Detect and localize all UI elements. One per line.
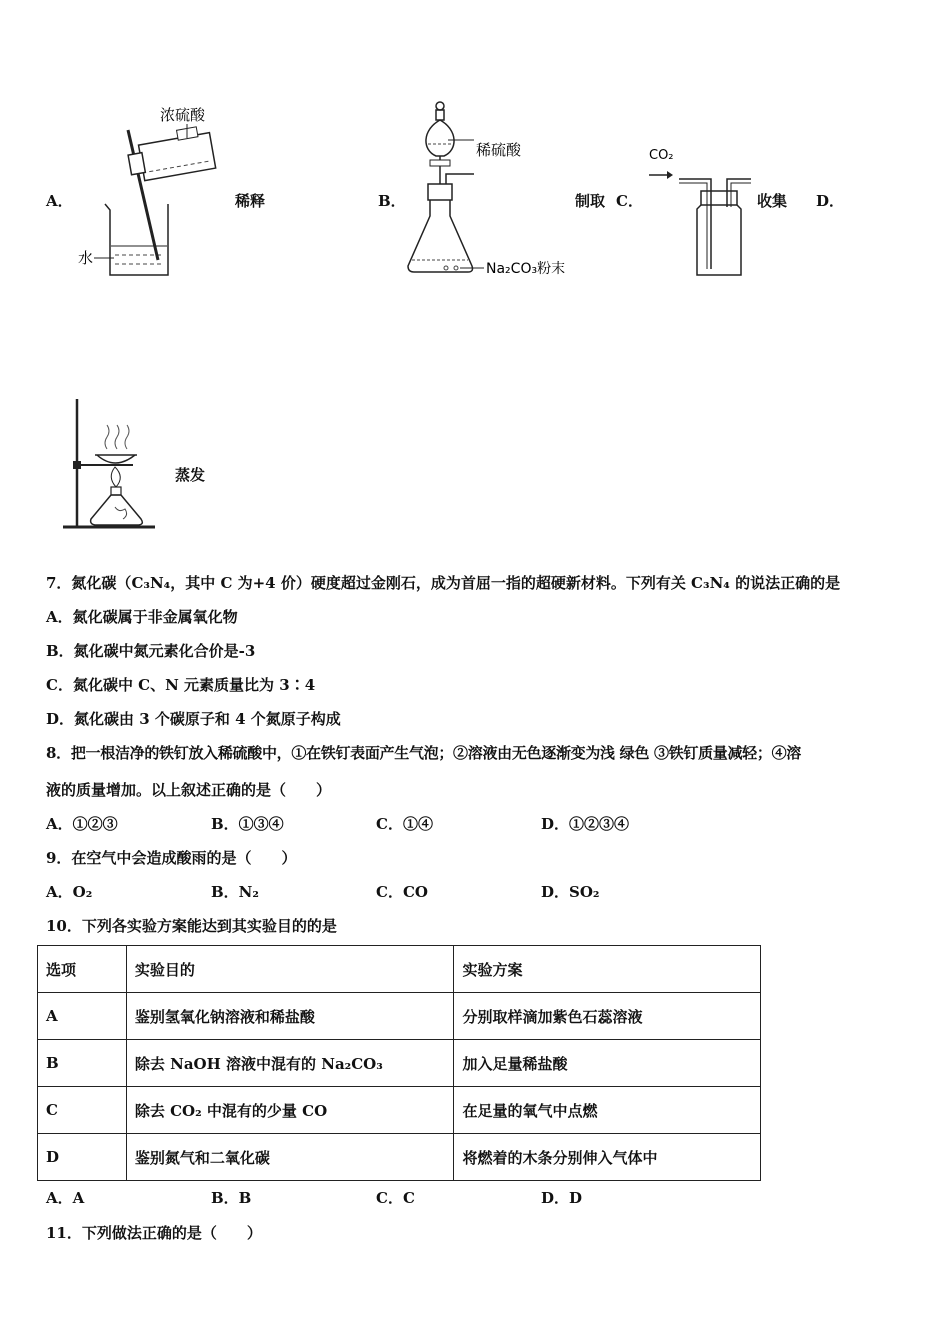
experiment-table	[37, 945, 761, 1181]
row-c-purpose: 除去 CO₂ 中混有的少量 CO	[126, 1087, 454, 1134]
question-10-option-a: A．A	[46, 1189, 85, 1207]
question-8-stem-line-2: 液的质量增加。以上叙述正确的是（ ）	[46, 781, 332, 799]
row-a-option: A	[38, 993, 127, 1040]
row-c-option: C	[38, 1087, 127, 1134]
row-d-purpose: 鉴别氮气和二氧化碳	[126, 1134, 454, 1181]
table-row	[38, 1087, 761, 1134]
question-9-option-c: C．CO	[376, 883, 428, 901]
question-8-option-d: D．①②③④	[541, 815, 630, 833]
figure-a-label: A．	[46, 192, 73, 210]
co2-label: CO₂	[649, 148, 674, 163]
figure-c-caption: 收集	[757, 192, 788, 210]
figure-b-caption: 制取	[575, 192, 606, 210]
figure-c-label: C．	[616, 192, 643, 210]
figure-b-label: B．	[378, 192, 406, 210]
header-option: 选项	[38, 946, 127, 993]
row-a-plan: 分别取样滴加紫色石蕊溶液	[454, 993, 761, 1040]
water-label: 水	[78, 249, 94, 267]
sodium-carbonate-label: Na₂CO₃粉末	[486, 261, 566, 277]
question-8-option-b: B．①③④	[211, 815, 284, 833]
question-7-option-a: A．氮化碳属于非金属氧化物	[46, 608, 238, 626]
table-row	[38, 993, 761, 1040]
row-d-plan: 将燃着的木条分别伸入气体中	[454, 1134, 761, 1181]
question-10-stem: 10．下列各实验方案能达到其实验目的的是	[46, 917, 337, 935]
question-8-option-c: C．①④	[376, 815, 433, 833]
question-9-option-a: A．O₂	[46, 883, 93, 901]
conc-sulfuric-acid-label: 浓硫酸	[160, 106, 206, 124]
question-8-option-a: A．①②③	[46, 815, 118, 833]
dilution-apparatus-figure	[70, 100, 230, 280]
question-9-stem: 9．在空气中会造成酸雨的是（ ）	[46, 849, 297, 867]
figure-d-caption: 蒸发	[175, 466, 206, 484]
row-c-plan: 在足量的氧气中点燃	[454, 1087, 761, 1134]
figure-a-caption: 稀释	[235, 192, 266, 210]
question-10-option-c: C．C	[376, 1189, 415, 1207]
figure-d-label: D．	[816, 192, 845, 210]
question-10-option-d: D．D	[541, 1189, 583, 1207]
evaporation-apparatus-figure	[55, 395, 170, 535]
question-8-stem-line-1: 8．把一根洁净的铁钉放入稀硫酸中，①在铁钉表面产生气泡；②溶液由无色逐渐变为浅 绿色 ③铁钉质量减轻；④溶	[46, 744, 801, 762]
question-7-stem: 7．氮化碳（C₃N₄，其中 C 为+4 价）硬度超过金刚石，成为首屈一指的超硬新材料。下列有关 C₃N₄ 的说法正确的是	[46, 574, 841, 592]
row-d-option: D	[38, 1134, 127, 1181]
table-row	[38, 1040, 761, 1087]
question-10-option-b: B．B	[211, 1189, 252, 1207]
row-b-purpose: 除去 NaOH 溶液中混有的 Na₂CO₃	[126, 1040, 454, 1087]
question-7-option-d: D．氮化碳由 3 个碳原子和 4 个氮原子构成	[46, 710, 341, 728]
row-a-purpose: 鉴别氢氧化钠溶液和稀盐酸	[126, 993, 454, 1040]
row-b-option: B	[38, 1040, 127, 1087]
table-header-row	[38, 946, 761, 993]
row-b-plan: 加入足量稀盐酸	[454, 1040, 761, 1087]
gas-generation-apparatus-figure	[400, 98, 580, 283]
dilute-sulfuric-acid-label: 稀硫酸	[476, 141, 522, 159]
question-9-option-d: D．SO₂	[541, 883, 600, 901]
question-11-stem: 11．下列做法正确的是（ ）	[46, 1224, 262, 1242]
gas-collection-apparatus-figure	[645, 145, 755, 280]
question-7-option-b: B．氮化碳中氮元素化合价是-3	[46, 642, 256, 660]
header-plan: 实验方案	[454, 946, 761, 993]
question-7-option-c: C．氮化碳中 C、N 元素质量比为 3∶4	[46, 676, 316, 694]
table-row	[38, 1134, 761, 1181]
header-purpose: 实验目的	[126, 946, 454, 993]
question-9-option-b: B．N₂	[211, 883, 259, 901]
